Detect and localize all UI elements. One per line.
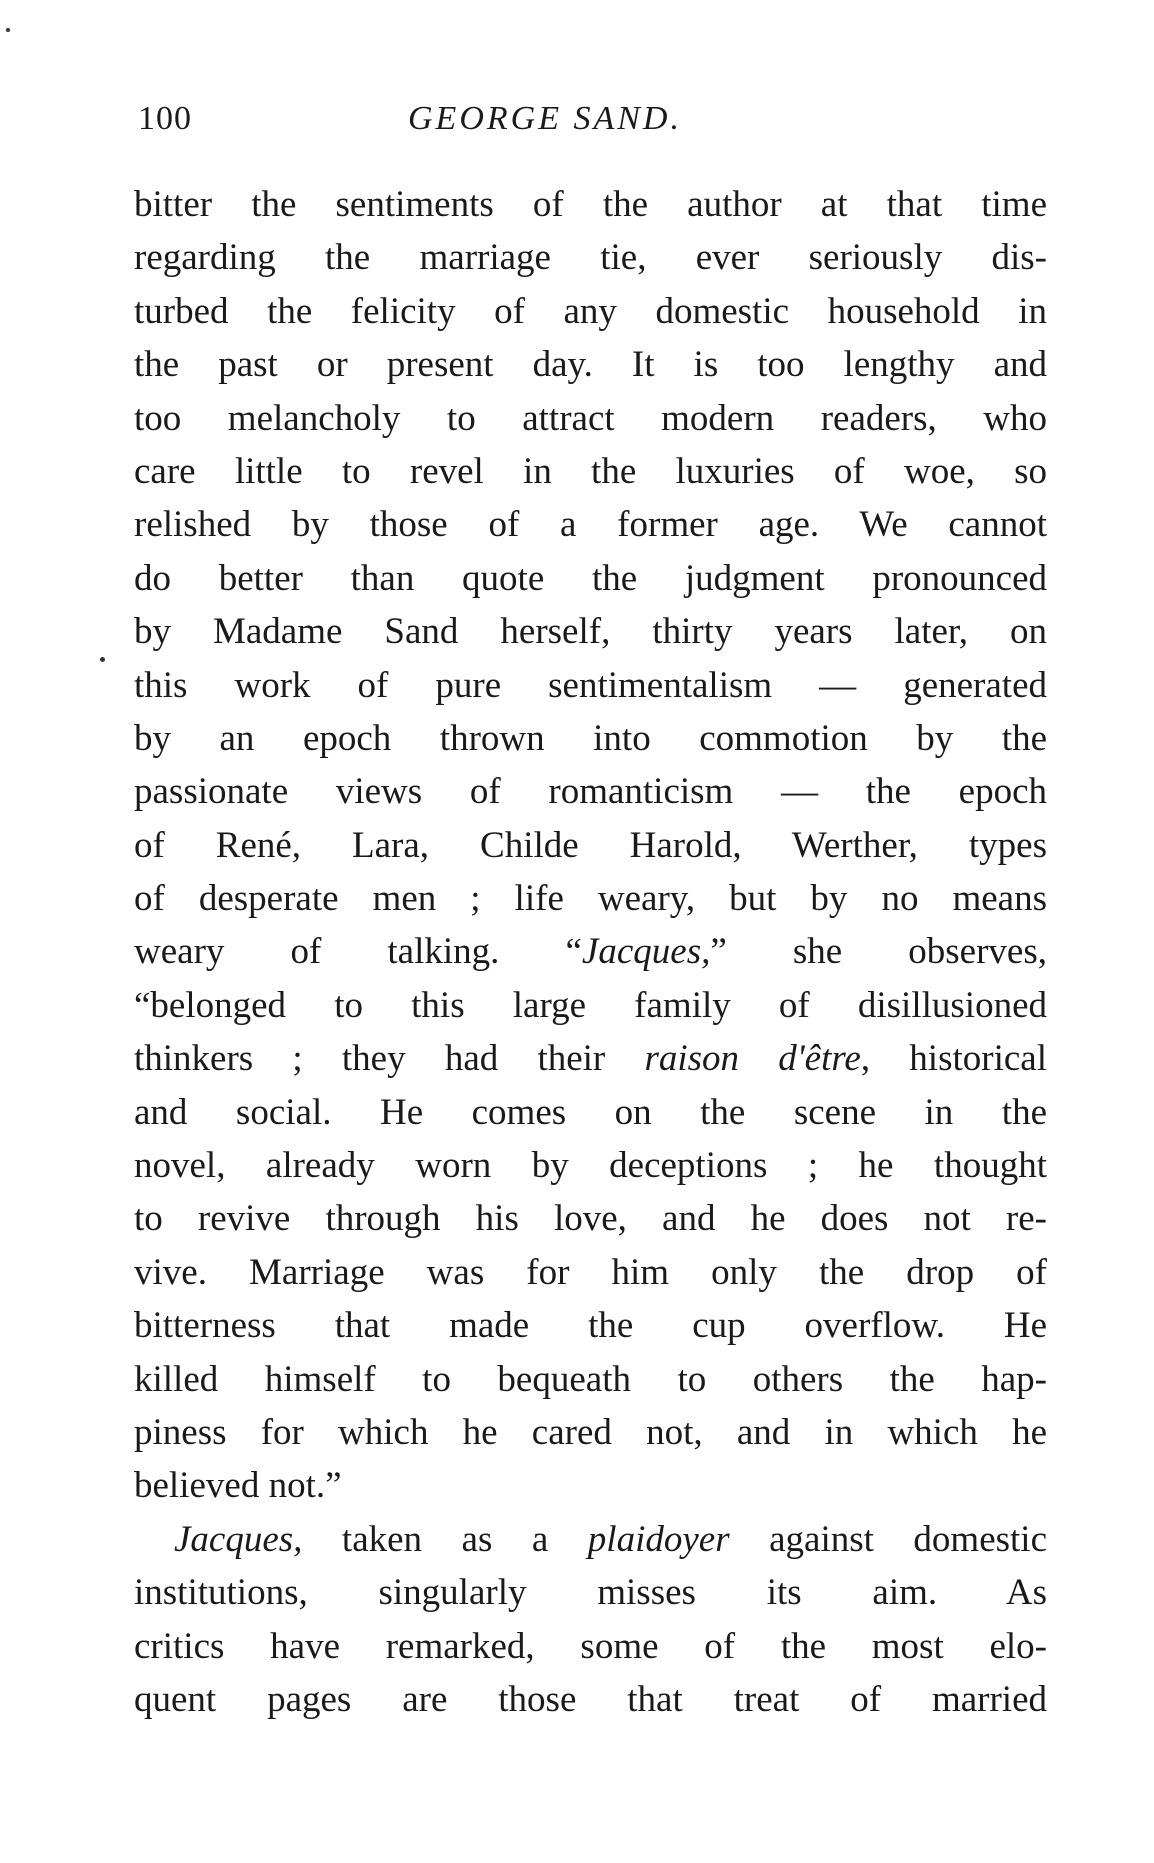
- text-line: “belonged to this large family of disillusioned: [134, 984, 1047, 1026]
- text-line: bitterness that made the cup overflow. He: [134, 1305, 1047, 1347]
- text-line: the past or present day. It is too lengthy and: [134, 344, 1047, 386]
- paragraph-1: [134, 178, 1047, 1513]
- text-line: critics have remarked, some of the most elo-: [134, 1625, 1047, 1667]
- text-line: and social. He comes on the scene in the: [134, 1091, 1047, 1133]
- text-line: regarding the marriage tie, ever seriously dis-: [134, 237, 1047, 279]
- text-line: this work of pure sentimentalism — generated: [134, 664, 1047, 706]
- text-line: quent pages are those that treat of married: [134, 1678, 1047, 1720]
- text-line: killed himself to bequeath to others the hap-: [134, 1358, 1047, 1400]
- text-line: vive. Marriage was for him only the drop of: [134, 1251, 1047, 1293]
- text-line: by Madame Sand herself, thirty years later, on: [134, 611, 1047, 653]
- text-line: novel, already worn by deceptions ; he thought: [134, 1145, 1047, 1187]
- running-header: [138, 100, 1048, 150]
- text-line: believed not.”: [134, 1465, 342, 1507]
- running-title: GEORGE SAND.: [408, 100, 682, 137]
- text-line: care little to revel in the luxuries of woe, so: [134, 450, 1047, 492]
- body-text: [134, 178, 1047, 1726]
- text-line: do better than quote the judgment pronounced: [134, 557, 1047, 599]
- text-line: passionate views of romanticism — the epoch: [134, 771, 1047, 813]
- text-line: institutions, singularly misses its aim. As: [134, 1572, 1047, 1614]
- text-line: relished by those of a former age. We cannot: [134, 504, 1047, 546]
- text-line: of desperate men ; life weary, but by no means: [134, 878, 1047, 920]
- text-line: Jacques, taken as a plaidoyer against domestic: [174, 1518, 1047, 1560]
- text-line: thinkers ; they had their raison d'être, historical: [134, 1038, 1047, 1080]
- text-line: by an epoch thrown into commotion by the: [134, 717, 1047, 759]
- scan-speck: [6, 28, 10, 32]
- paragraph-2: [134, 1513, 1047, 1727]
- text-line: weary of talking. “Jacques,” she observes,: [134, 931, 1047, 973]
- scan-speck: [100, 657, 105, 662]
- text-line: piness for which he cared not, and in which he: [134, 1411, 1047, 1453]
- text-line: turbed the felicity of any domestic household in: [134, 290, 1047, 332]
- text-line: bitter the sentiments of the author at that time: [134, 184, 1047, 225]
- page-number: 100: [138, 100, 192, 137]
- text-line: to revive through his love, and he does not re-: [134, 1198, 1047, 1240]
- text-line: of René, Lara, Childe Harold, Werther, types: [134, 824, 1047, 866]
- text-line: too melancholy to attract modern readers, who: [134, 397, 1047, 439]
